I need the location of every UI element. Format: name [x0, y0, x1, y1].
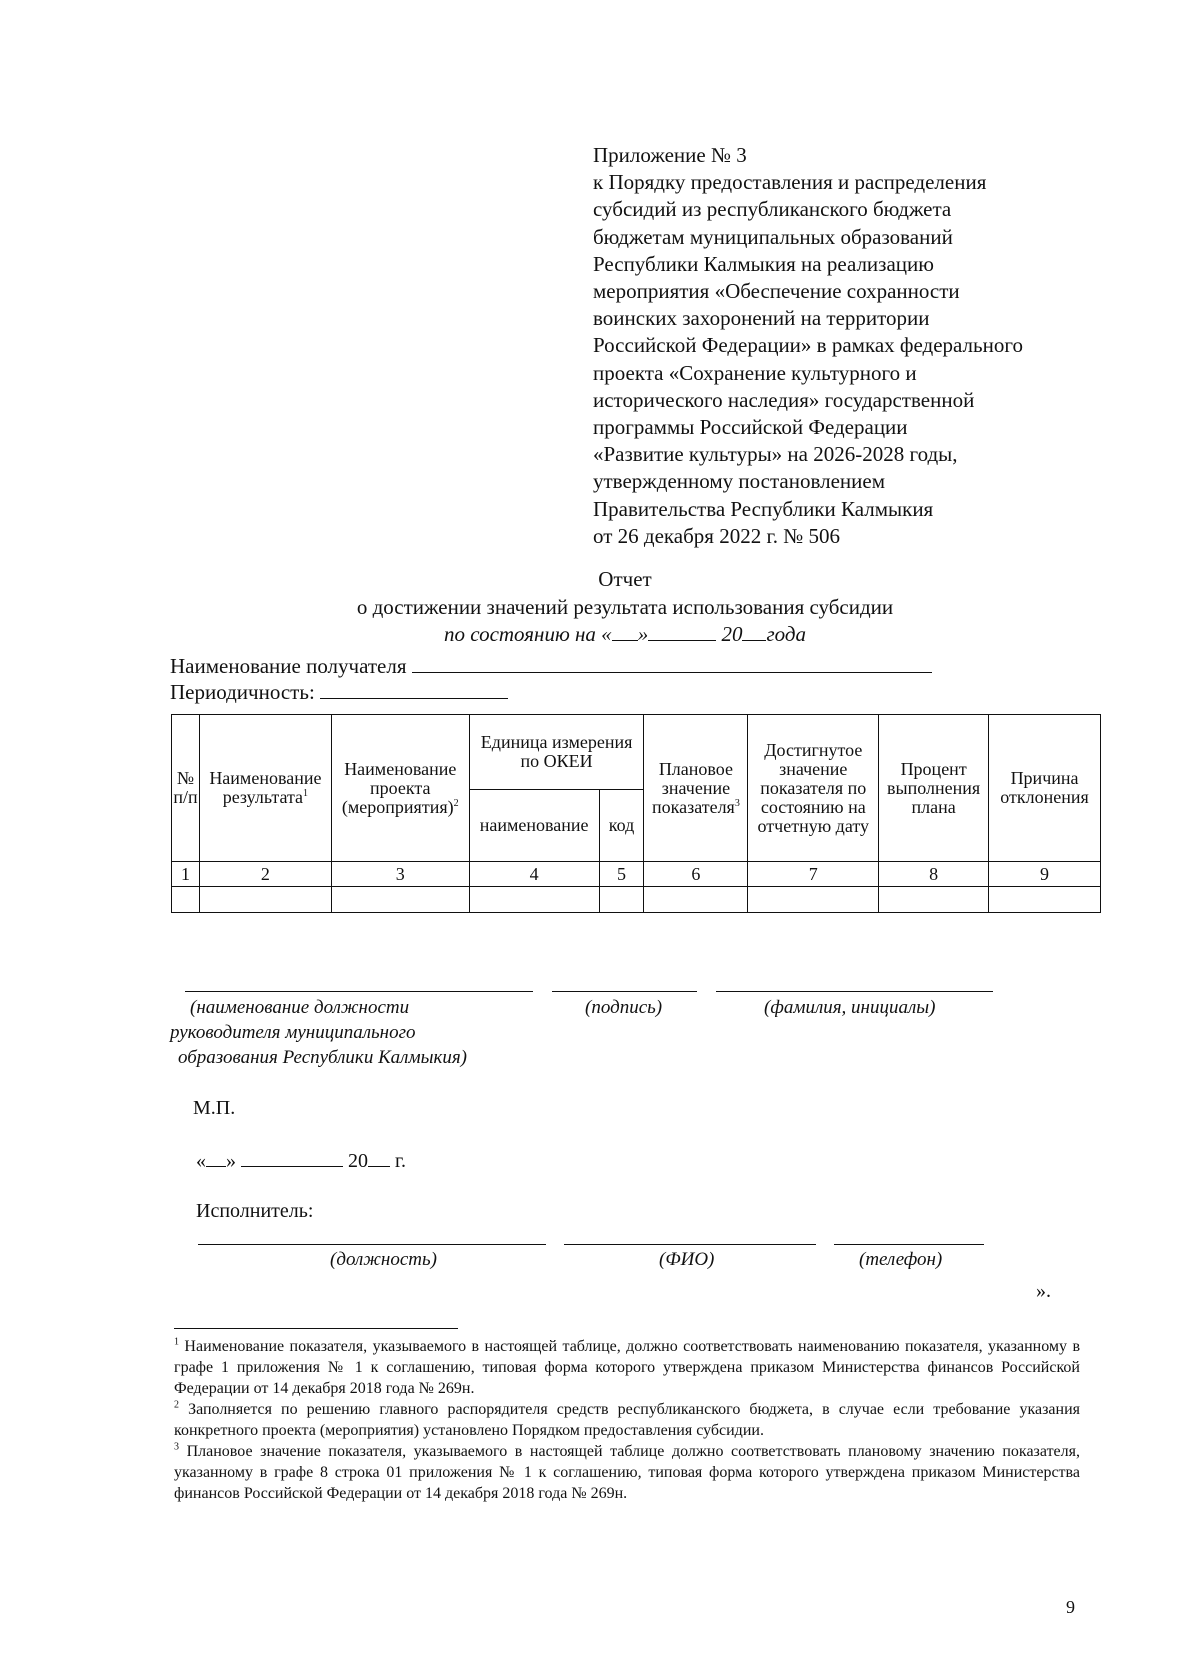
header-project-name: Наименование проекта (мероприятия)$^2$ — [331, 715, 469, 862]
footnote-mark: 1 — [174, 1336, 179, 1348]
appendix-line: программы Российской Федерации — [593, 415, 908, 440]
header-reason: Причина отклонения — [989, 715, 1101, 862]
appendix-line: «Развитие культуры» на 2026-2028 годы, — [593, 442, 958, 467]
appendix-line: утвержденному постановлением — [593, 469, 886, 494]
appendix-line: исторического наследия» государственной — [593, 387, 975, 412]
table-cell[interactable] — [879, 887, 989, 913]
executor-name-line[interactable] — [564, 1244, 816, 1245]
signature-caption: (подпись) — [585, 997, 663, 1018]
column-number-row — [172, 862, 1101, 887]
table-cell[interactable] — [199, 887, 331, 913]
periodicity-blank[interactable] — [320, 680, 508, 699]
column-number: 3 — [331, 862, 469, 887]
footnote-text: Заполняется по решению главного распорядителя средств республиканского бюджета, в случае если требование указания конкретного проекта (мероприятия) установлено Порядком предоставления субсидии. — [174, 1401, 1080, 1439]
year-blank[interactable] — [742, 622, 766, 641]
footnote — [174, 1399, 1080, 1441]
report-date-prefix: по состоянию на « — [444, 622, 612, 646]
recipient-line — [170, 654, 932, 679]
table-cell[interactable] — [172, 887, 200, 913]
table-cell[interactable] — [331, 887, 469, 913]
position-caption-2: руководителя муниципального — [170, 1022, 416, 1043]
appendix-line: к Порядку предоставления и распределения — [593, 170, 987, 195]
executor-name-caption: (ФИО) — [659, 1249, 715, 1270]
header-percent: Процент выполнения плана — [879, 715, 989, 862]
report-date-year: 20 — [721, 622, 743, 646]
signature-date-open: « — [196, 1150, 206, 1172]
table-cell[interactable] — [644, 887, 748, 913]
month-blank[interactable] — [648, 622, 716, 641]
signature-line[interactable] — [552, 991, 697, 992]
column-number: 8 — [879, 862, 989, 887]
position-caption: (наименование должности — [190, 997, 410, 1018]
footnote-text: Плановое значение показателя, указываемого в настоящей таблице должно соответствовать плановому значению показателя, указанному в графе 8 строка 01 приложения № 1 к соглашению, типовая форма которого утверждена приказом Министерства финансов Российской Федерации от 14 декабря 2018 года № 269н. — [174, 1443, 1081, 1502]
position-signature-line[interactable] — [185, 991, 533, 992]
appendix-line: Республики Калмыкия на реализацию — [593, 251, 934, 276]
footnote — [174, 1336, 1080, 1399]
table-cell[interactable] — [469, 887, 599, 913]
table-cell[interactable] — [748, 887, 879, 913]
appendix-heading — [593, 142, 1133, 550]
header-achieved: Достигнутое значение показателя по состоянию на отчетную дату — [748, 715, 879, 862]
table-row — [172, 887, 1101, 913]
recipient-blank[interactable] — [412, 654, 932, 673]
name-caption: (фамилия, инициалы) — [764, 997, 936, 1018]
periodicity-line — [170, 680, 508, 705]
footnote — [174, 1441, 1080, 1504]
column-number: 2 — [199, 862, 331, 887]
name-signature-line[interactable] — [716, 991, 993, 992]
report-date-mid: » — [637, 622, 649, 646]
closing-quote: ». — [1036, 1280, 1051, 1302]
periodicity-label: Периодичность: — [170, 680, 315, 704]
header-result-name: Наименование результата$^1$ — [199, 715, 331, 862]
recipient-label: Наименование получателя — [170, 654, 407, 678]
header-unit-name: наименование — [469, 790, 599, 862]
footnote-mark: 2 — [174, 1399, 179, 1411]
appendix-line: субсидий из республиканского бюджета — [593, 197, 952, 222]
table-cell[interactable] — [599, 887, 644, 913]
appendix-line: воинских захоронений на территории — [593, 306, 930, 331]
footnote-separator — [174, 1328, 458, 1329]
column-number: 1 — [172, 862, 200, 887]
column-number: 4 — [469, 862, 599, 887]
signature-year-blank[interactable] — [368, 1148, 390, 1167]
day-blank[interactable] — [612, 622, 638, 641]
report-title: Отчет — [598, 567, 652, 591]
signature-date-close: » — [226, 1150, 236, 1172]
footnote-mark: 3 — [174, 1441, 179, 1453]
appendix-line: Российской Федерации» в рамках федерального — [593, 333, 1023, 358]
report-date-suffix: года — [766, 622, 806, 646]
appendix-line: мероприятия «Обеспечение сохранности — [593, 279, 960, 304]
column-number: 5 — [599, 862, 644, 887]
report-table — [171, 714, 1101, 913]
position-caption-3: образования Республики Калмыкия) — [178, 1047, 468, 1068]
report-subtitle: о достижении значений результата использования субсидии — [356, 595, 894, 619]
column-number: 7 — [748, 862, 879, 887]
appendix-line: от 26 декабря 2022 г. № 506 — [593, 523, 840, 548]
header-unit: Единица измерения по ОКЕИ — [469, 715, 644, 790]
executor-phone-line[interactable] — [834, 1244, 984, 1245]
appendix-line: Правительства Республики Калмыкия — [593, 496, 934, 521]
signature-date-suffix: г. — [395, 1150, 406, 1172]
footnotes — [174, 1336, 1080, 1504]
table-cell[interactable] — [989, 887, 1101, 913]
page-number: 9 — [1066, 1597, 1075, 1617]
executor-position-caption: (должность) — [330, 1249, 437, 1270]
signature-day-blank[interactable] — [206, 1148, 226, 1167]
executor-label: Исполнитель: — [196, 1200, 314, 1222]
column-number: 6 — [644, 862, 748, 887]
appendix-line: Приложение № 3 — [593, 143, 747, 167]
footnote-text: Наименование показателя, указываемого в настоящей таблице, должно соответствовать наименованию показателя, указанному в графе 1 приложения № 1 к соглашению, типовая форма которого утверждена приказом Министерства финансов Российской Федерации от 14 декабря 2018 года № 269н. — [174, 1338, 1081, 1397]
signature-date-year: 20 — [348, 1150, 368, 1172]
header-unit-code: код — [599, 790, 644, 862]
executor-position-line[interactable] — [198, 1244, 546, 1245]
signature-month-blank[interactable] — [241, 1148, 343, 1167]
executor-phone-caption: (телефон) — [859, 1249, 943, 1270]
header-num: № п/п — [172, 715, 200, 862]
header-planned: Плановое значение показателя$^3$ — [644, 715, 748, 862]
appendix-line: проекта «Сохранение культурного и — [593, 360, 917, 385]
appendix-line: бюджетам муниципальных образований — [593, 224, 953, 249]
signature-date-line — [196, 1148, 406, 1173]
column-number: 9 — [989, 862, 1101, 887]
report-date-line — [0, 622, 1200, 647]
stamp-label: М.П. — [193, 1097, 236, 1119]
